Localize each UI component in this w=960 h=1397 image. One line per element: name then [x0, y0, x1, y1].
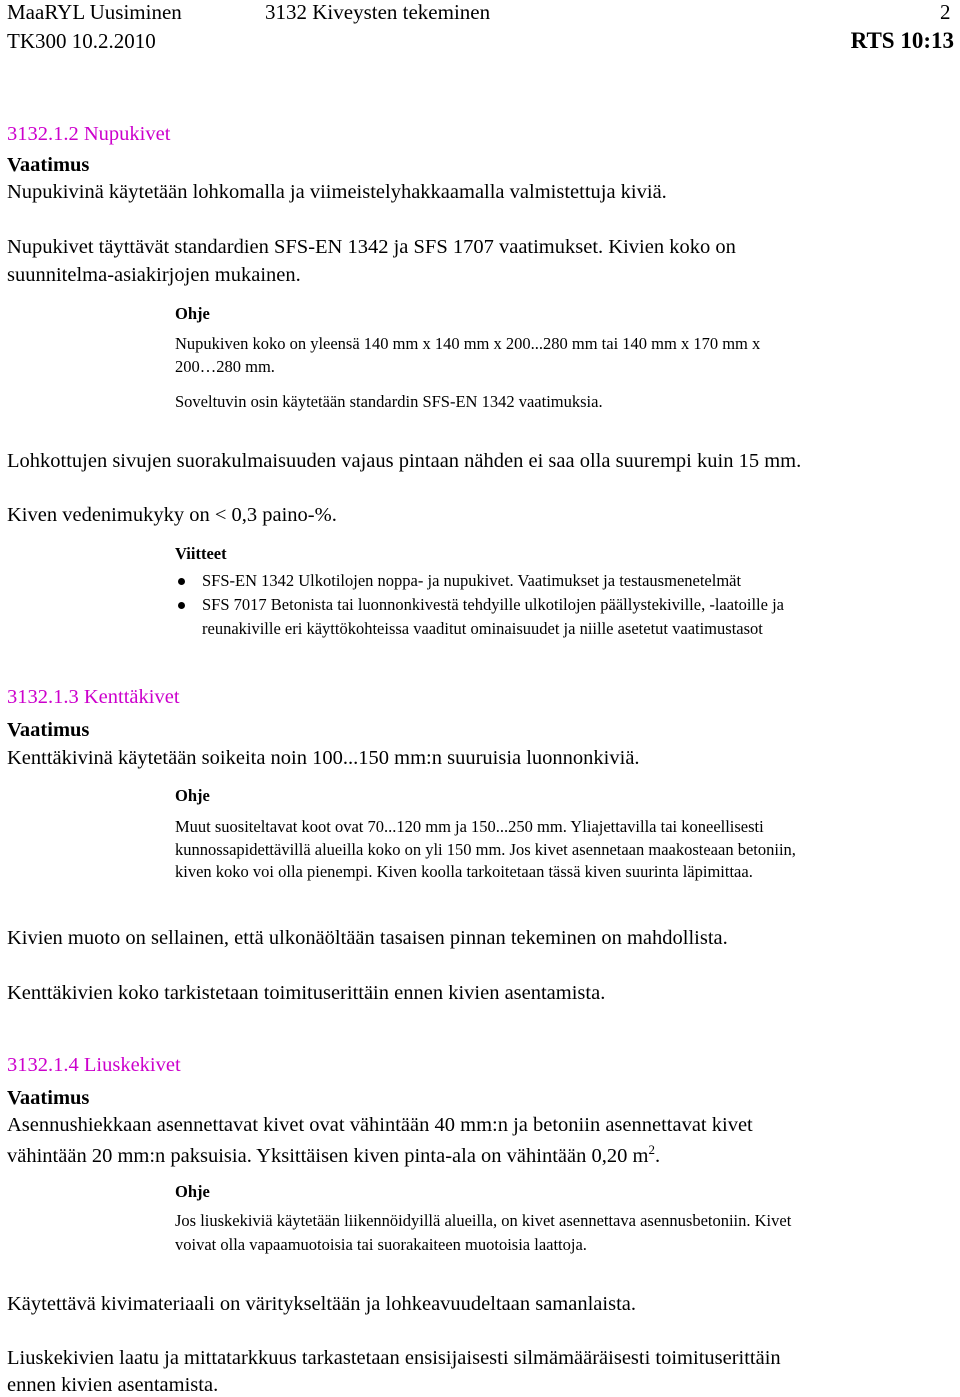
guide-text: Soveltuvin osin käytetään standardin SFS-EN 1342 vaatimuksia. [175, 392, 603, 411]
header-rts-code: RTS 10:13 [850, 28, 954, 53]
paragraph: suunnitelma-asiakirjojen mukainen. [7, 264, 301, 286]
paragraph [7, 1142, 660, 1168]
paragraph: Nupukivet täyttävät standardien SFS-EN 1342 ja SFS 1707 vaatimukset. Kivien koko on [7, 236, 736, 258]
header-document-name: MaaRYL Uusiminen [7, 0, 182, 24]
paragraph: Käytettävä kivimateriaali on väritykseltään ja lohkeavuudeltaan samanlaista. [7, 1293, 636, 1315]
guide-heading: Ohje [175, 304, 210, 323]
paragraph: Kiven vedenimukyky on < 0,3 paino-%. [7, 504, 337, 526]
requirement-heading: Vaatimus [7, 154, 90, 176]
requirement-heading: Vaatimus [7, 719, 90, 741]
paragraph: Kivien muoto on sellainen, että ulkonäöltään tasaisen pinnan tekeminen on mahdollista. [7, 927, 728, 949]
guide-text: 200…280 mm. [175, 357, 275, 376]
guide-text: Nupukiven koko on yleensä 140 mm x 140 mm x 200...280 mm tai 140 mm x 170 mm x [175, 334, 761, 353]
superscript: 2 [648, 1142, 655, 1157]
paragraph: Asennushiekkaan asennettavat kivet ovat vähintään 40 mm:n ja betoniin asennettavat kivet [7, 1114, 753, 1136]
section-title-nupukivet: 3132.1.2 Nupukivet [7, 123, 171, 145]
bullet-icon [178, 578, 185, 585]
paragraph: Liuskekivien laatu ja mittatarkkuus tarkastetaan ensisijaisesti silmämääräisesti toimituserittäin [7, 1347, 781, 1369]
guide-text: Muut suositeltavat koot ovat 70...120 mm ja 150...250 mm. Yliajettavilla tai koneellisesti [175, 817, 764, 836]
reference-item: reunakiville eri käyttökohteissa vaaditut ominaisuudet ja niille asetetut vaatimustasot [202, 619, 763, 638]
header-chapter-title: 3132 Kiveysten tekeminen [265, 0, 491, 24]
guide-heading: Ohje [175, 786, 210, 805]
paragraph: Kenttäkivinä käytetään soikeita noin 100...150 mm:n suuruisia luonnonkiviä. [7, 747, 640, 769]
guide-text: kiven koko voi olla pienempi. Kiven koolla tarkoitetaan tässä kiven suurinta läpimittaa. [175, 862, 753, 881]
requirement-heading: Vaatimus [7, 1087, 90, 1109]
section-title-kenttakivet: 3132.1.3 Kenttäkivet [7, 686, 180, 708]
reference-item: SFS-EN 1342 Ulkotilojen noppa- ja nupukivet. Vaatimukset ja testausmenetelmät [202, 571, 742, 590]
paragraph-text: vähintään 20 mm:n paksuisia. Yksittäisen kiven pinta-ala on vähintään 0,20 m [7, 1144, 649, 1167]
header-page-number: 2 [940, 0, 951, 24]
section-title-liuskekivet: 3132.1.4 Liuskekivet [7, 1054, 181, 1076]
paragraph: Lohkottujen sivujen suorakulmaisuuden vajaus pintaan nähden ei saa olla suurempi kuin 15 mm. [7, 450, 802, 472]
paragraph: Kenttäkivien koko tarkistetaan toimituserittäin ennen kivien asentamista. [7, 982, 606, 1004]
guide-text: Jos liuskekiviä käytetään liikennöidyillä alueilla, on kivet asennettava asennusbetoniin. Kivet [175, 1211, 792, 1230]
guide-heading: Ohje [175, 1182, 210, 1201]
guide-text: voivat olla vapaamuotoisia tai suorakaiteen muotoisia laattoja. [175, 1235, 587, 1254]
paragraph: ennen kivien asentamista. [7, 1374, 219, 1396]
references-heading: Viitteet [175, 544, 227, 563]
guide-text: kunnossapidettävillä alueilla koko on yli 150 mm. Jos kivet asennetaan maakosteaan betoniin, [175, 840, 796, 859]
bullet-icon [178, 602, 185, 609]
paragraph-end: . [654, 1144, 661, 1167]
reference-item: SFS 7017 Betonista tai luonnonkivestä tehdyille ulkotilojen päällystekiville, -laatoille ja [202, 595, 784, 614]
paragraph: Nupukivinä käytetään lohkomalla ja viimeistelyhakkaamalla valmistettuja kiviä. [7, 181, 667, 203]
header-committee-date: TK300 10.2.2010 [7, 29, 156, 53]
